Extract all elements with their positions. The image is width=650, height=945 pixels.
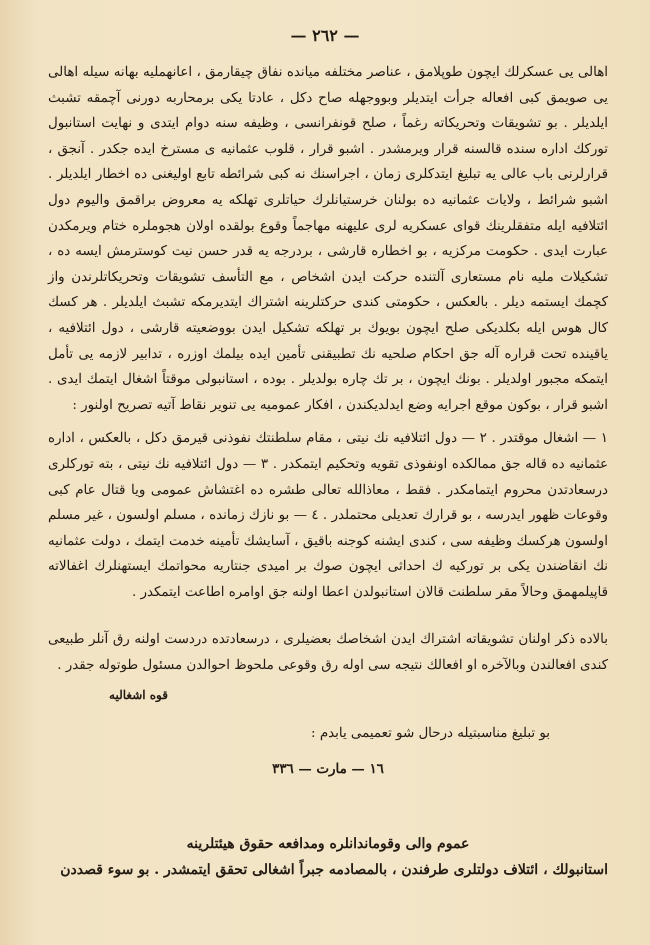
date-line: ١٦ — مارت — ٣٣٦ (272, 760, 384, 777)
page-number: — ٢٦٢ — (290, 26, 360, 45)
main-text (48, 60, 608, 883)
final-text-line: استانبولك ، ائتلاف دولتلرى طرفندن ، بالمصادمه جبراً اشغالى تحقق ايتمشدر . بو سوء قصددن (60, 861, 608, 878)
paragraph-responsibility: بالاده ذكر اولنان تشويقاته اشتراك ايدن اشخاصك بعضيلرى ، درسعادتده دردست اولنه رق آنلر طبيعى كندى افعالندن وبالآخره او افعالك نتيجه سى اوله رق وقوعى ملحوظ احوالدن مسئول طوتوله جقدر . (48, 632, 608, 674)
signature-block (48, 679, 608, 753)
paragraph-intro: اهالى يى عسكرلك ايچون طوپلامق ، عناصر مختلفه ميانده نفاق چيقارمق ، اعانهمليه بهانه سيله اهالى يى صويمق كبى افعاله جرأت ايتديلر وبووجهله صاح دكل ، عادتا يكى برمحاربه دورنى آچمقه تشبث ايلديلر . بو تشويقات وتحريكاته رغماً ، صلح قونفرانسى ، وظيفه سنه دوام ايتدى و نهايت استانبول توركك اداره سنده قالسنه قرار ويرمشدر . اشبو قرار ، قلوب عثمانيه ى مسترخ ايده جكدر . آنجق ، قرارلرنى باب عالى يه تبليغ ايتدكلرى زمان ، اجراسنك نه كبى شرائطه تابع اوليغنى ده اخطار ايلديلر . اشبو شرائط ، ولايات عثمانيه ده بولنان خرستيانلرك حياتلرى تهلكه يه معروض براقمق واليوم دول ائتلافيه ايله متفقلرينك قواى عسكريه لرى عليهنه مهاجماً وقوع بولقده اولان هجوملره ختام ويرمكدن عبارت ايدى . حكومت مركزيه ، بو اخطاره قارشى ، بردرجه يه قدر حسن نيت كوسترمش ايسه ده ، تشكيلات مليه نام مستعارى آلتنده حركت ايدن اشخاص ، مع التأسف تشويقات وتحريكاتلرندن واز كچمك ايستمه ديلر . بالعكس ، حكومتى كندى حركتلرينه اشتراك ايتديرمكه تشبث ايلديلر . هر كسك كال هوس ايله بكلديكى صلح ايچون بويوك بر تهلكه تشكيل ايدن بووضعيته قارشى ، دول ائتلافيه ، ياقينده تحت قراره آله جق احكام صلحيه نك تطبيقنى تأمين ايده بيلمك اوزره ، تدابير لازمه يى تأمل ايتمكه مجبور اولديلر . بونك ايچون ، بر تك چاره بولديلر . بوده ، استانبولى موقتاً اشغال ايتمك ايدى . اشبو قرار ، بوكون موقع اجرايه وضع ايدلديكندن ، افكار عموميه يى تنوير نقاط آتيه تصريح اولنور : (48, 65, 608, 413)
paragraph-numbered-points: ١ — اشغال موقتدر . ٢ — دول ائتلافيه نك نيتى ، مقام سلطنتك نفوذنى قيرمق دكل ، بالعكس ، اداره عثمانيه ده قاله جق ممالكده اونفوذى تقويه وتحكيم ايتمكدر . ٣ — دول ائتلافيه نك نيتى ، بته توركلرى درسعادتدن محروم ايتمامكدر . فقط ، معاذالله تعالى طشره ده اغتشاش عمومى ويا قتال عام كبى وقوعات ظهور ايدرسه ، بو قرارك تعديلى محتملدر . ٤ — بو نازك زمانده ، مسلم اولسون ، غير مسلم اولسون هركسك وظيفه سى ، كندى ايشنه كوجنه باقيق ، آسايشك تأمينه خدمت ايتمك ، دولت عثمانيه نك انقاضندن يكى بر توركيه ك احداثى ايچون صوك بر اميدى جنتاريه محواتمك ايستهنلرك اغفالاته قاپيلمهمق وحالاً مقر سلطنت قالان استانبولدن اعطا اولنه جق اوامره اطاعت ايتمكدر . (48, 431, 608, 600)
signature: قوه اشغاليه (109, 687, 168, 702)
section-heading: عموم والى وقوماندانلره ومدافعه حقوق هيئتلرينه (186, 836, 470, 853)
closing-remark: بو تبليغ مناسبتيله درحال شو تعميمى يابدم : (311, 725, 550, 741)
